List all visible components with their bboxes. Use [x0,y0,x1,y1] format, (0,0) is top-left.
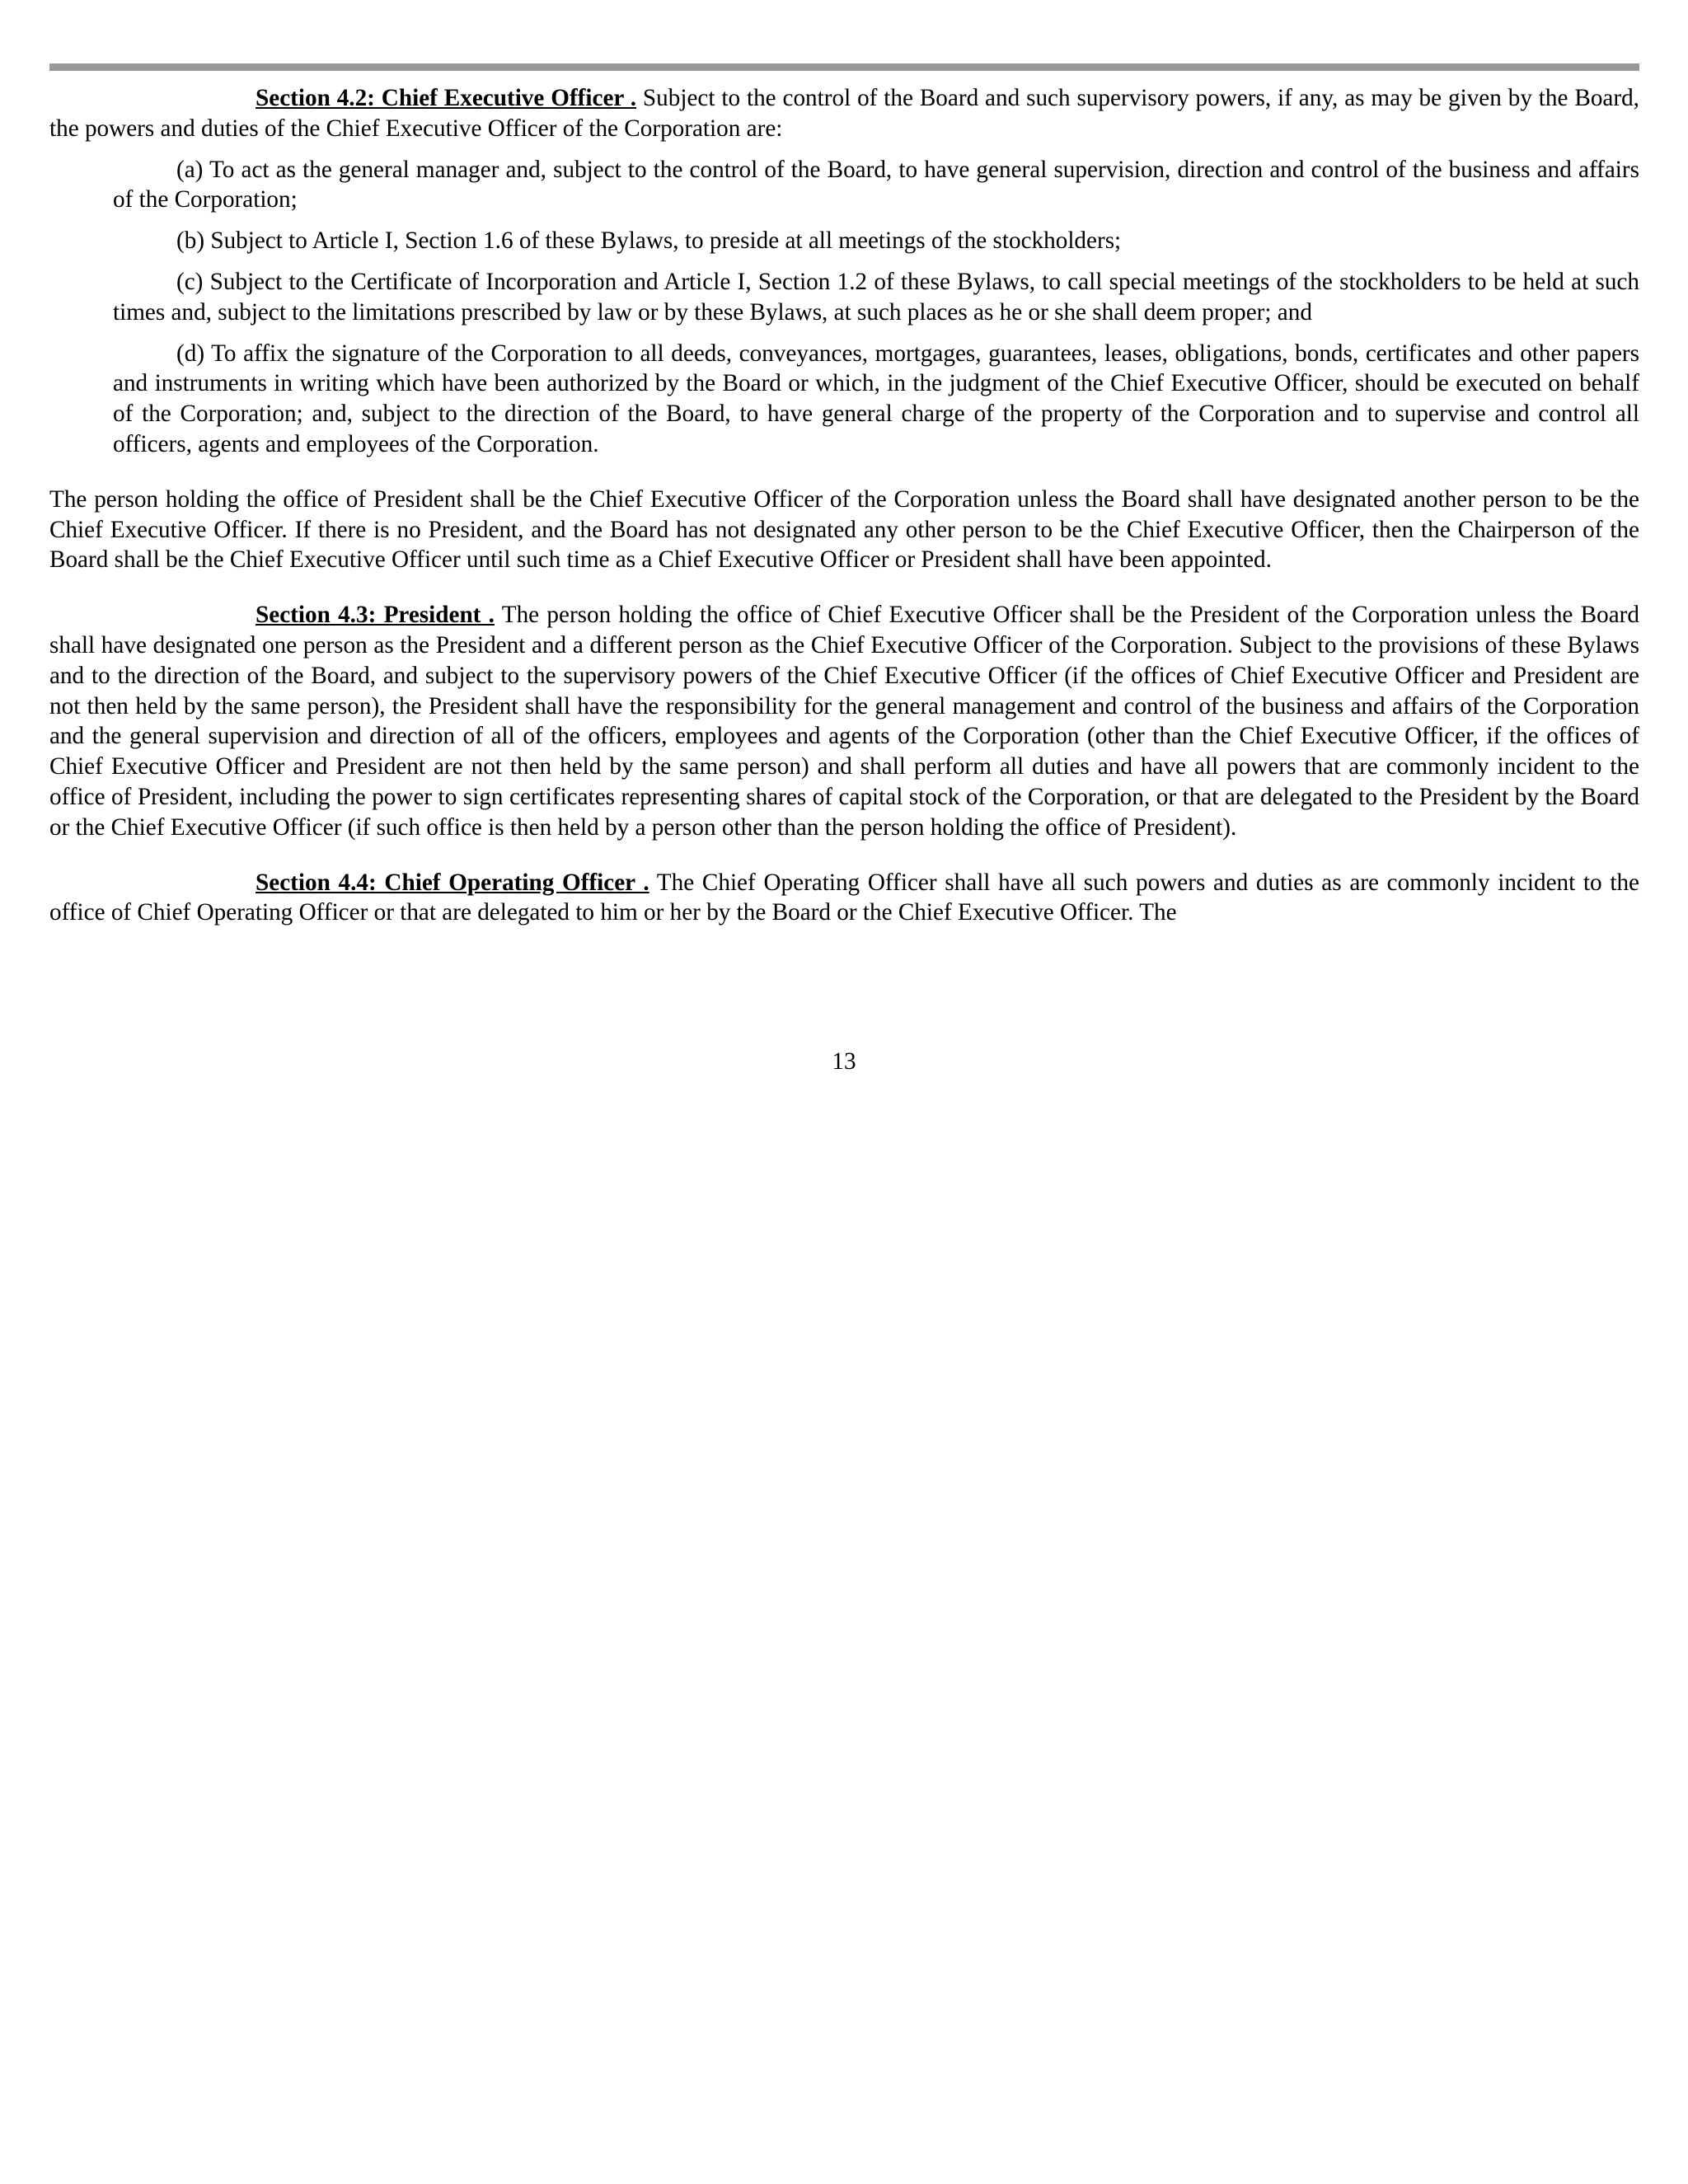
section-4-2-heading: Section 4.2: Chief Executive Officer . [256,85,637,111]
section-4-3-heading: Section 4.3: President . [256,602,495,629]
section-4-4-text: The Chief Operating Officer shall have all such powers and duties as are commonly incident to the office of Chief Operating Officer or that are delegated to him or her by the Board or the Chief Executive Officer. The [49,869,1640,926]
document-body [49,83,1639,928]
list-item-b: (b) Subject to Article I, Section 1.6 of these Bylaws, to preside at all meetings of the stockholders; [176,227,1122,255]
section-4-4-paragraph [49,868,1639,929]
section-4-4-heading: Section 4.4: Chief Operating Officer . [256,869,649,896]
section-4-3-paragraph [49,600,1639,842]
section-4-3-text: The person holding the office of Chief Executive Officer shall be the President of the Corporation unless the Board shall have designated one person as the President and a different person as the Chief Executive Officer of the Corporation. Subject to the provisions of these Bylaws and to the direction of the Board, and subject to the supervisory powers of the Chief Executive Officer (if the offices of Chief Executive Officer and President are not then held by the same person), the President shall have the responsibility for the general management and control of the business and affairs of the Corporation and the general supervision and direction of all of the officers, employees and agents of the Corporation (other than the Chief Executive Officer, if the offices of Chief Executive Officer and President are not then held by the same person) and shall perform all duties and have all powers that are commonly incident to the office of President, including the power to sign certificates representing shares of capital stock of the Corporation, or that are delegated to the President by the Board or the Chief Executive Officer (if such office is then held by a person other than the person holding the office of President). [49,602,1639,841]
page-number: 13 [832,1048,856,1075]
list-item-a: (a) To act as the general manager and, subject to the control of the Board, to have general supervision, direction and control of the business and affairs of the Corporation; [113,156,1639,213]
list-item-d: (d) To affix the signature of the Corporation to all deeds, conveyances, mortgages, guarantees, leases, obligations, bonds, certificates and other papers and instruments in writing which have been authorized by the Board or which, in the judgment of the Chief Executive Officer, should be executed on behalf of the Corporation; and, subject to the direction of the Board, to have general charge of the property of the Corporation and to supervise and control all officers, agents and employees of the Corporation. [113,340,1639,457]
section-4-2-text: Subject to the control of the Board and such supervisory powers, if any, as may be given by the Board, the powers and duties of the Chief Executive Officer of the Corporation are: [49,85,1639,142]
section-4-2-closing-paragraph: The person holding the office of President shall be the Chief Executive Officer of the Corporation unless the Board shall have designated another person to be the Chief Executive Officer. If there is no President, and the Board has not designated any other person to be the Chief Executive Officer, then the Chairperson of the Board shall be the Chief Executive Officer until such time as a Chief Executive Officer or President shall have been appointed. [49,485,1639,574]
section-4-2-paragraph [49,83,1639,144]
list-item-c: (c) Subject to the Certificate of Incorporation and Article I, Section 1.2 of these Bylaws, to call special meetings of the stockholders to be held at such times and, subject to the limitations prescribed by law or by these Bylaws, at such places as he or she shall deem proper; and [113,268,1639,326]
top-rule [49,63,1639,71]
